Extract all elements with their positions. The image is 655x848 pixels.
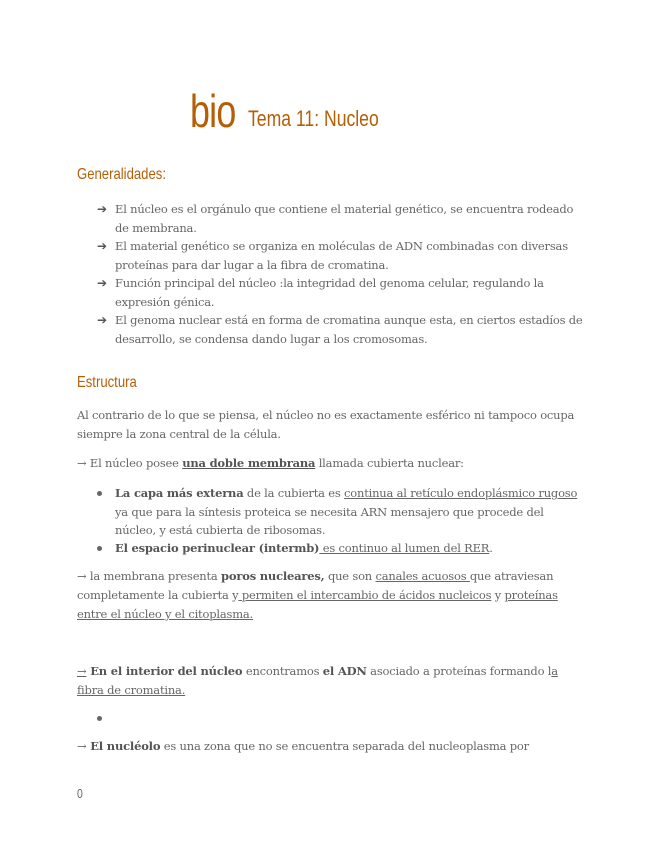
arrow-bullet-icon: ➔ xyxy=(97,239,108,253)
arrow-icon: → xyxy=(77,664,87,678)
nucleolo-paragraph: → El nucléolo es una zona que no se encuentra separada del nucleoplasma por xyxy=(77,739,529,753)
bullet-dot-icon xyxy=(97,491,102,496)
list-item: El genoma nuclear está en forma de cromatina aunque esta, en ciertos estadíos de desarrollo, se condensa dando lugar a los cromosomas. xyxy=(115,313,583,346)
empty-bullet-dot-icon xyxy=(97,716,102,721)
bullet-dot-icon xyxy=(97,546,102,551)
document-title xyxy=(190,84,379,138)
arrow-bullet-icon: ➔ xyxy=(97,276,108,290)
title-sub: Tema 11: Nucleo xyxy=(248,106,379,131)
list-item: El material genético se organiza en moléculas de ADN combinadas con diversas proteínas para dar lugar a la fibra de cromatina. xyxy=(115,239,568,272)
list-item-capa-externa: La capa más externa de la cubierta es continua al retículo endoplásmico rugoso ya que para la síntesis proteica se necesita ARN mensajero que procede del núcleo, y está cubierta de ribosomas. xyxy=(115,486,578,537)
page-number: 0 xyxy=(77,786,83,801)
arrow-bullet-icon: ➔ xyxy=(97,202,108,216)
membrana-paragraph: → El núcleo posee una doble membrana llamada cubierta nuclear: xyxy=(77,456,464,470)
arrow-icon: → xyxy=(77,739,87,753)
heading-generalidades: Generalidades: xyxy=(77,166,166,183)
arrow-icon: → xyxy=(77,569,87,583)
list-item: El núcleo es el orgánulo que contiene el material genético, se encuentra rodeado de membrana. xyxy=(115,202,574,235)
intro-paragraph: Al contrario de lo que se piensa, el núcleo no es exactamente esférico ni tampoco ocupa siempre la zona central de la célula. xyxy=(77,408,575,441)
list-item: Función principal del núcleo :la integridad del genoma celular, regulando la expresión génica. xyxy=(115,276,544,309)
interior-paragraph: → En el interior del núcleo encontramos el ADN asociado a proteínas formando la fibra de cromatina. xyxy=(77,664,558,697)
arrow-bullet-icon: ➔ xyxy=(97,313,108,327)
poros-paragraph: → la membrana presenta poros nucleares, que son canales acuosos que atraviesan completamente la cubierta y permiten el intercambio de ácidos nucleicos y proteínas entre el núcleo y el citoplasma. xyxy=(77,569,558,621)
arrow-icon: → xyxy=(77,456,87,470)
title-main: bio xyxy=(190,85,236,137)
list-item-espacio-perinuclear: El espacio perinuclear (intermb) es continuo al lumen del RER. xyxy=(115,541,493,555)
heading-estructura: Estructura xyxy=(77,374,137,391)
